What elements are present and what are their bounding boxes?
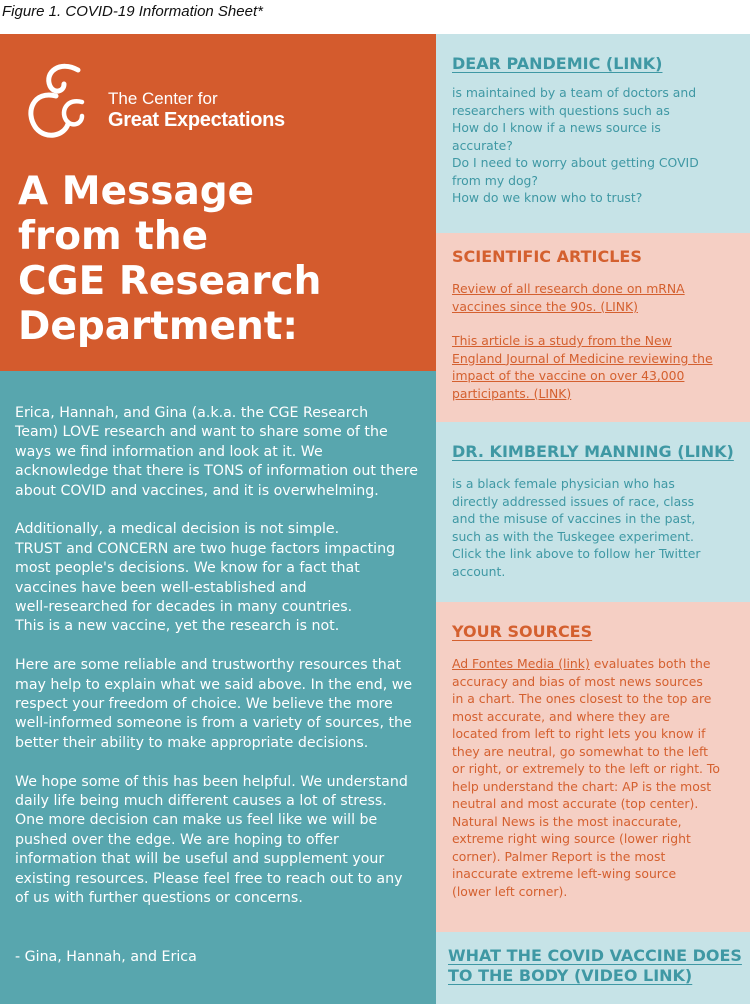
text-line: may help to explain what we said above. In the end, we [15,676,413,693]
headline [18,169,428,349]
scientific-articles-panel [436,233,750,422]
text-line: respect your freedom of choice. We believe the more [15,696,393,713]
message-block [0,371,436,1004]
headline-line: CGE Research [18,259,322,304]
your-sources-panel [436,602,750,932]
text-fragment: evaluates both the [589,656,711,671]
covid-vaccine-video-link[interactable] [448,946,742,986]
text-line: ways we find information and look at it. We [15,443,323,460]
text-line: account. [452,563,506,579]
headline-line: Department: [18,304,299,349]
text-line: about COVID and vaccines, and it is overwhelming. [15,482,379,499]
text-line: help understand the chart: AP is the most [452,778,712,794]
text-line: in a chart. The ones closest to the top are [452,691,712,706]
text-line: corner). Palmer Report is the most [452,848,666,864]
manning-panel [436,422,750,602]
dear-pandemic-link[interactable]: DEAR PANDEMIC (LINK) [452,54,663,73]
nejm-study-link[interactable] [452,332,742,402]
dear-pandemic-description [452,84,742,207]
paragraph-trust [15,520,425,636]
mrna-review-link[interactable] [452,280,742,315]
text-line: Do I need to worry about getting COVID [452,155,699,170]
dear-pandemic-panel [436,34,750,233]
video-panel [436,932,750,1004]
text-line: most people's decisions. We know for a fact that [15,560,360,577]
paragraph-closing [15,773,425,909]
text-line: inaccurate extreme left-wing source [452,866,677,881]
text-line: is a black female physician who has [452,476,675,491]
text-line: We hope some of this has been helpful. We understand [15,773,408,790]
header-block [0,34,436,371]
headline-line: A Message [18,169,255,214]
text-line: existing resources. Please feel free to reach out to any [15,870,403,887]
figure-caption: Figure 1. COVID-19 Information Sheet* [2,3,263,20]
text-line: from my dog? [452,172,539,188]
signature: - Gina, Hannah, and Erica [15,949,197,965]
link-line[interactable]: England Journal of Medicine reviewing the [452,350,713,366]
link-line[interactable]: TO THE BODY (VIDEO LINK) [448,966,693,985]
cge-logo [20,56,110,146]
text-line: or right, or extremely to the left or right. To [452,761,720,776]
text-line: well-informed someone is from a variety of sources, the [15,715,412,732]
text-line: daily life being much different causes a lot of stress. [15,793,387,810]
manning-description [452,475,742,580]
text-line: is maintained by a team of doctors and [452,85,697,100]
link-line[interactable]: WHAT THE COVID VACCINE DOES [448,946,742,965]
text-line: information that will be useful and supplement your [15,851,385,868]
your-sources-heading[interactable]: YOUR SOURCES [452,622,593,641]
your-sources-description [452,655,742,900]
text-line: Team) LOVE research and want to share some of the [15,424,388,441]
ad-fontes-media-link[interactable]: Ad Fontes Media (link) [452,656,590,671]
text-line: well-researched for decades in many countries. [15,599,353,616]
link-line[interactable]: impact of the vaccine on over 43,000 [452,368,685,383]
text-line: How do I know if a news source is [452,120,661,135]
text-line: TRUST and CONCERN are two huge factors impacting [15,540,396,557]
link-line[interactable]: vaccines since the 90s. (LINK) [452,298,638,314]
paragraph-intro [15,404,425,501]
text-line: vaccines have been well-established and [15,579,307,596]
paragraph-resources [15,656,425,753]
text-line: and the misuse of vaccines in the past, [452,511,696,526]
text-line: acknowledge that there is TONS of information out there [15,463,418,480]
text-line: directly addressed issues of race, class [452,493,695,509]
logo-text-line1: The Center for [108,89,218,108]
text-line: extreme right wing source (lower right [452,831,691,846]
message-body [15,404,425,928]
text-line: Additionally, a medical decision is not simple. [15,521,340,538]
text-line: they are neutral, go somewhat to the left [452,743,708,759]
text-line: Erica, Hannah, and Gina (a.k.a. the CGE Research [15,405,369,421]
headline-line: from the [18,214,209,259]
text-line: (lower left corner). [452,883,568,899]
text-line: Here are some reliable and trustworthy resources that [15,657,401,674]
text-line: Natural News is the most inaccurate, [452,813,682,829]
text-line: of us with further questions or concerns. [15,890,303,907]
kimberly-manning-link[interactable]: DR. KIMBERLY MANNING (LINK) [452,442,734,461]
link-line[interactable]: This article is a study from the New [452,333,672,348]
link-line[interactable]: participants. (LINK) [452,385,572,401]
text-line: Click the link above to follow her Twitter [452,546,701,561]
text-line: researchers with questions such as [452,102,670,118]
text-line: better their ability to make appropriate decisions. [15,734,369,751]
text-line: This is a new vaccine, yet the research is not. [15,618,340,635]
text-line: most accurate, and where they are [452,708,670,724]
scientific-articles-heading: SCIENTIFIC ARTICLES [452,247,642,266]
text-line: pushed over the edge. We are hoping to offer [15,831,339,848]
link-line[interactable]: Review of all research done on mRNA [452,281,685,296]
text-line: accuracy and bias of most news sources [452,673,703,689]
logo-text-line2: Great Expectations [108,109,285,131]
text-line: One more decision can make us feel like we will be [15,812,378,829]
text-line: How do we know who to trust? [452,190,643,205]
text-line: accurate? [452,137,513,153]
text-line: neutral and most accurate (top center). [452,796,699,811]
text-line: located from left to right lets you know if [452,726,706,741]
text-line: such as with the Tuskegee experiment. [452,528,694,544]
